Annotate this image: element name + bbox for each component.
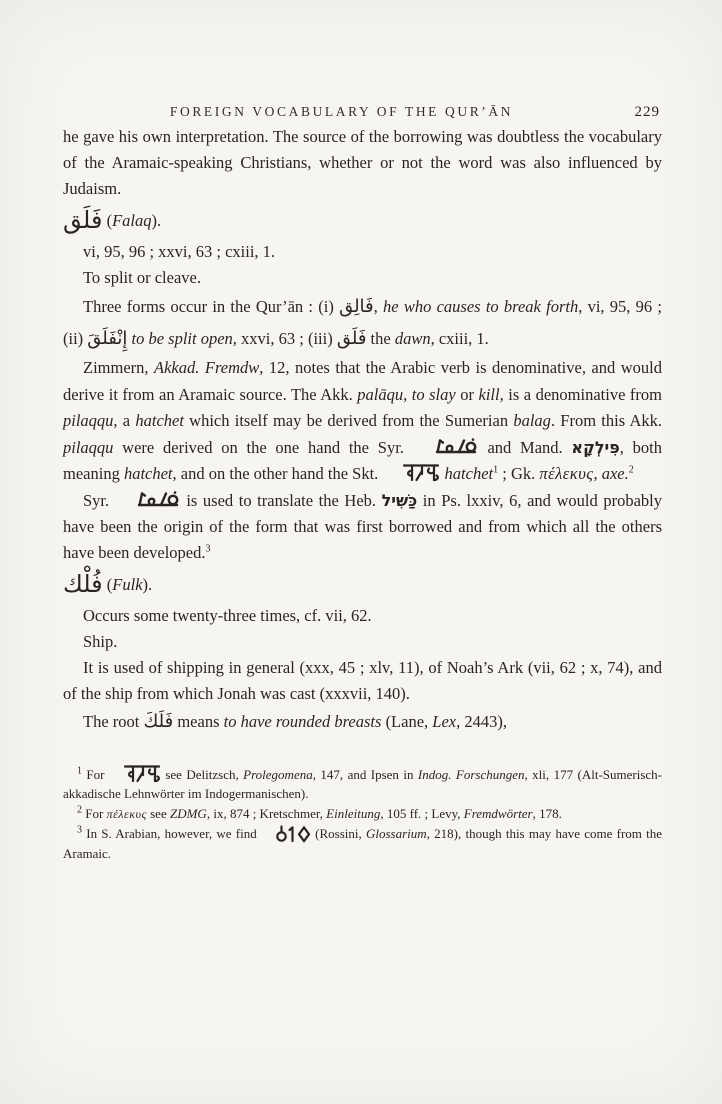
headword-falaq: فَلَق (Falaq).: [63, 206, 162, 234]
footnote-marker: 3: [77, 824, 82, 836]
footnote-marker: 3: [205, 543, 211, 554]
paragraph-syriac-hebrew: Syr. is used to translate the Heb. כַּשִּׁיל in Ps. lxxiv, 6, and would probably have been the origin of the form that was first borrowed and from which all the others have been developed.$^3$: [63, 488, 662, 566]
arabic-headword: فُلْك: [63, 569, 103, 598]
italic-text: Einleitung: [326, 805, 381, 821]
arabic-word: إِنْفَلَقَ: [87, 328, 128, 349]
greek-word: πέλεκυς: [106, 806, 147, 821]
footnotes: [63, 763, 662, 864]
paragraph-root-meaning: The root فَلَكَ means to have rounded breasts (Lane, Lex, 2443),: [83, 710, 507, 732]
footnote-3: $^3$ In S. Arabian, however, we find (Rossini, Glossarium, 218), though this may have come from the Aramaic.: [63, 824, 663, 861]
italic-text: hatchet: [123, 464, 173, 483]
italic-text: axe.: [601, 464, 629, 483]
italic-text: to be split open: [131, 329, 233, 348]
italic-text: Lex: [432, 711, 457, 731]
arabic-headword: فَلَق: [63, 206, 103, 234]
italic-text: pilaqqu: [63, 411, 114, 430]
arabic-word: فَالِق: [339, 296, 374, 317]
italic-text: Akkad. Fremdw: [154, 358, 260, 377]
footnote-marker: 2: [77, 804, 82, 816]
italic-text: palāqu: [357, 384, 404, 404]
headword-fulk: فُلْك (Fulk).: [63, 569, 153, 598]
gloss-falaq: To split or cleave.: [83, 268, 201, 287]
hebrew-word: פִּילְקָא: [571, 437, 620, 457]
verse-references-fulk: Occurs some twenty-three times, cf. vii, 62.: [83, 605, 372, 625]
italic-text: balag: [513, 411, 551, 430]
sanskrit-word: [382, 461, 440, 488]
italic-text: Glossarium: [366, 826, 427, 841]
page-number: 229: [634, 104, 660, 120]
italic-text: Indog. Forschungen: [417, 766, 525, 782]
page-header-title: FOREIGN VOCABULARY OF THE QUR’ĀN: [169, 104, 514, 119]
syriac-word: [413, 435, 479, 462]
greek-word: πέλεκυς: [539, 464, 594, 483]
italic-text: pilaqqu: [63, 437, 114, 457]
italic-text: to slay: [411, 384, 456, 404]
italic-text: hatchet: [444, 464, 494, 483]
footnote-1: $^1$ For see Delitzsch, Prolegomena, 147, and Ipsen in Indog. Forschungen, xli, 177 (Alt-Sumerisch-akkadische Lehnwörter im Indogermanischen).: [63, 763, 662, 804]
italic-text: he who causes to break forth: [383, 297, 579, 316]
sanskrit-word: [109, 763, 161, 785]
paragraph-shipping-usage: It is used of shipping in general (xxx, 45 ; xlv, 11), of Noah’s Ark (vii, 62 ; x, 74), and of the ship from which Jonah was cast (xxxvii, 140).: [63, 657, 662, 703]
running-head: [63, 104, 660, 124]
italic-text: Fulk: [112, 574, 143, 594]
italic-text: hatchet: [135, 411, 184, 430]
italic-text: kill: [478, 384, 500, 404]
arabic-word: فَلَق: [336, 328, 367, 349]
paragraph-borrowing-source: he gave his own interpretation. The source of the borrowing was doubtless the vocabulary of the Aramaic-speaking Christians, whether or not the word was also influenced by Judaism.: [63, 127, 662, 198]
south-arabian-word: [261, 824, 311, 844]
footnote-marker: 2: [628, 464, 634, 476]
italic-text: Prolegomena: [243, 766, 313, 782]
footnote-marker: 1: [493, 464, 499, 476]
gloss-fulk: Ship.: [83, 631, 118, 651]
paragraph-zimmern-etymology: Zimmern, Akkad. Fremdw, 12, notes that the Arabic verb is denominative, and would derive it from an Aramaic source. The Akk. palāqu, to slay or kill, is a denominative from pilaqqu, a hatchet which itself may be derived from the Sumerian balag. From this Akk. pilaqqu were derived on the one hand the Syr. and Mand. פִּילְקָא, both meaning hatchet, and on the other hand the Skt. hatchet$^1$ ; Gk. πέλεκυς, axe.$^2$: [63, 355, 662, 488]
syriac-word: [115, 488, 181, 514]
italic-text: dawn: [394, 329, 431, 348]
italic-text: Falaq: [112, 211, 152, 230]
italic-text: to have rounded breasts: [223, 711, 382, 731]
verse-references-falaq: vi, 95, 96 ; xxvi, 63 ; cxiii, 1.: [83, 242, 276, 261]
paragraph-three-forms: Three forms occur in the Qur’ān : (i) فَالِق, he who causes to break forth, vi, 95, 96 ; (ii) إِنْفَلَقَ to be split open, xxvi, 63 ; (iii) فَلَق the dawn, cxiii, 1.: [63, 296, 662, 349]
page-body: [63, 124, 662, 737]
italic-text: ZDMG: [169, 805, 207, 821]
italic-text: Fremdwörter: [463, 805, 533, 821]
footnote-2: $^2$ For πέλεκυς see ZDMG, ix, 874 ; Kretschmer, Einleitung, 105 ff. ; Levy, Fremdwörter, 178.: [77, 804, 562, 821]
footnote-marker: 1: [77, 765, 82, 777]
hebrew-word: כַּשִּׁיל: [381, 490, 418, 510]
arabic-word: فَلَكَ: [143, 710, 174, 732]
